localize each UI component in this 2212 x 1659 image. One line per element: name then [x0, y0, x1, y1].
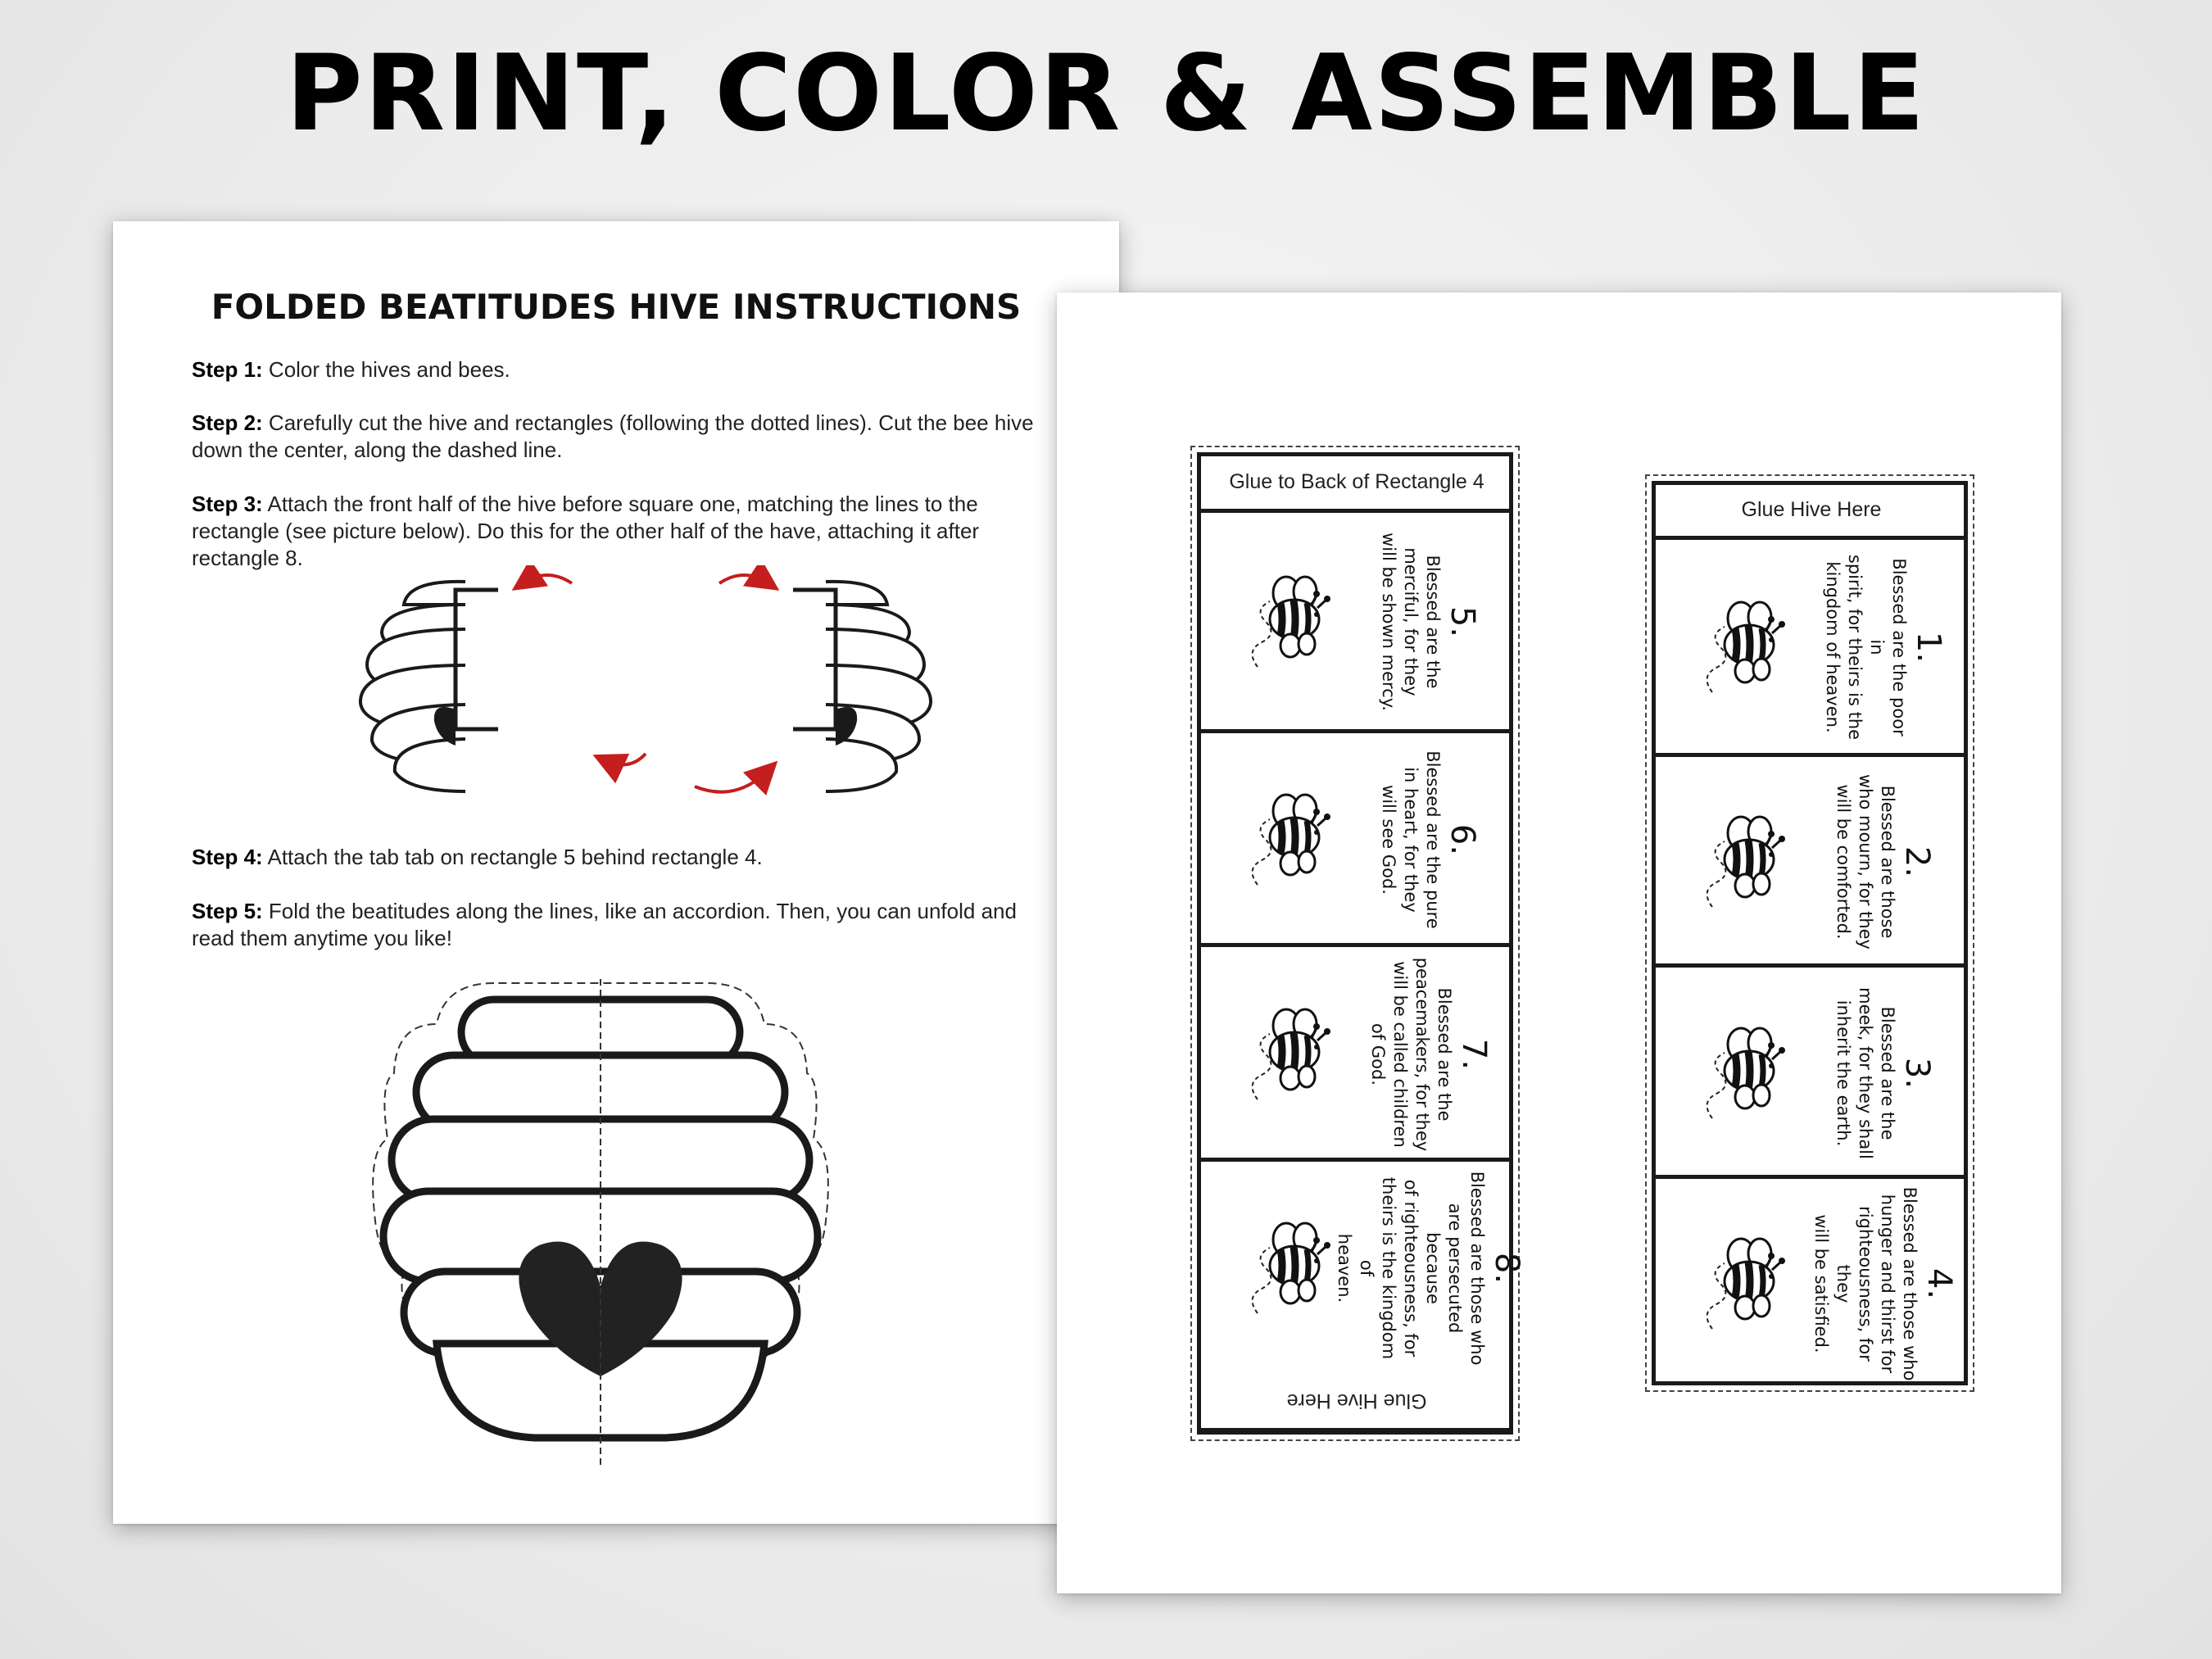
beatitude-number: 6.	[1444, 824, 1482, 856]
strip-1-4-cell-text	[1802, 1187, 1966, 1382]
strip-1-4-cell-text	[1802, 976, 1966, 1171]
beatitude-number: 5.	[1444, 605, 1482, 637]
strip-5-8-cell-text	[1348, 523, 1512, 721]
strip-5-8-top-label: Glue to Back of Rectangle 4	[1200, 456, 1513, 513]
beatitude-line: will be shown mercy.	[1379, 532, 1399, 711]
curved-arrow-icons	[523, 575, 768, 792]
instructions-title: FOLDED BEATITUDES HIVE INSTRUCTIONS	[211, 287, 1022, 327]
step-4-label: Step 4:	[192, 845, 263, 869]
beatitude-line: hunger and thirst for	[1878, 1194, 1898, 1374]
beatitude-number: 8.	[1488, 1253, 1526, 1285]
strip-1-4-cell-2	[1655, 753, 1968, 964]
beatitude-number: 3.	[1898, 1057, 1937, 1089]
strip-1-4-cell-4	[1655, 1175, 1968, 1386]
headline: PRINT, COLOR & ASSEMBLE	[285, 33, 1927, 155]
step-3-text: Attach the front half of the hive before square one, matching the lines to the rectangle (see picture below). Do this for the other half of the have, attaching it after rectangle 8.	[192, 492, 980, 570]
beatitude-line: Blessed are the poor in	[1867, 558, 1909, 737]
beatitude-line: of God.	[1368, 1022, 1388, 1086]
step-3-label: Step 3:	[192, 492, 263, 516]
step-5-text: Fold the beatitudes along the lines, like an accordion. Then, you can unfold and read them anytime you like!	[192, 899, 1017, 950]
beatitude-line: of righteousness, for	[1401, 1179, 1421, 1358]
step-2	[192, 410, 1060, 464]
left-hive-half-icon	[360, 582, 498, 791]
beehive-icon	[371, 975, 830, 1483]
strip-5-8-cell-8	[1200, 1158, 1526, 1372]
strip-1-4-cell-3	[1655, 963, 1968, 1175]
beatitude-line: will be called children	[1390, 960, 1410, 1148]
bee-icon	[1696, 1231, 1794, 1341]
beatitude-line: Blessed are the	[1878, 1006, 1898, 1140]
strips-sheet	[1057, 292, 2061, 1593]
beatitude-line: who mourn, for they	[1856, 774, 1876, 950]
strip-5-8-cell-text	[1348, 741, 1512, 940]
step-1-text: Color the hives and bees.	[262, 357, 510, 382]
beatitude-line: inherit the earth.	[1834, 999, 1854, 1147]
bee-icon	[1696, 1020, 1794, 1131]
strip-1-4-cell-text	[1802, 765, 1966, 960]
beatitude-line: in heart, for they	[1401, 767, 1421, 913]
strip-5-8-cell-text	[1335, 1170, 1526, 1368]
bee-icon	[1241, 569, 1339, 679]
beatitude-number: 7.	[1455, 1038, 1493, 1070]
bee-icon	[1696, 809, 1794, 919]
strip-5-8	[1190, 446, 1526, 1441]
strip-1-4-cells	[1655, 542, 1968, 1385]
strip-1-4	[1645, 474, 1974, 1392]
beatitude-line: Blessed are those who	[1467, 1171, 1488, 1366]
strip-1-4-top-label: Glue Hive Here	[1655, 484, 1968, 540]
strip-5-8-cells	[1200, 514, 1526, 1371]
beatitude-line: Blessed are the	[1423, 555, 1444, 689]
step-5	[192, 898, 1060, 952]
beatitude-line: kingdom of heaven.	[1823, 561, 1843, 733]
strip-5-8-cell-7	[1200, 943, 1513, 1158]
bee-icon	[1241, 1001, 1339, 1112]
beatitude-line: Blessed are the pure	[1423, 750, 1444, 929]
step-4-text: Attach the tab tab on rectangle 5 behind rectangle 4.	[262, 845, 763, 869]
beatitude-number: 2.	[1898, 846, 1937, 878]
step-2-text: Carefully cut the hive and rectangles (following the dotted lines). Cut the bee hive down the center, along the dashed line.	[192, 410, 1034, 462]
beatitude-line: merciful, for they	[1401, 547, 1421, 696]
strip-5-8-cell-text	[1348, 955, 1512, 1154]
bee-icon	[1696, 594, 1794, 705]
beatitude-line: peacemakers, for they	[1412, 957, 1432, 1152]
bee-icon	[1241, 1215, 1339, 1326]
step-4	[192, 844, 1060, 871]
beatitude-line: theirs is the kingdom of	[1357, 1177, 1399, 1360]
beatitude-line: heaven.	[1335, 1234, 1355, 1303]
instructions-sheet	[113, 221, 1119, 1524]
beatitude-line: spirit, for theirs is the	[1845, 554, 1865, 740]
beatitude-line: righteousness, for they	[1834, 1206, 1876, 1362]
split-hive-diagram	[359, 565, 932, 811]
step-3	[192, 491, 1060, 572]
step-5-label: Step 5:	[192, 899, 263, 923]
strip-5-8-cell-6	[1200, 729, 1513, 944]
beatitude-line: Blessed are those who	[1900, 1186, 1920, 1381]
strip-1-4-cell-1	[1655, 542, 1968, 753]
strip-5-8-bottom-label: Glue Hive Here	[1200, 1373, 1513, 1432]
beatitude-line: Blessed are the	[1435, 987, 1454, 1122]
step-1-label: Step 1:	[192, 357, 263, 382]
beatitude-line: Blessed are those	[1878, 785, 1898, 939]
beatitude-number: 1.	[1910, 631, 1947, 663]
beatitude-line: will be comforted.	[1834, 784, 1854, 940]
beatitude-number: 4.	[1920, 1268, 1959, 1300]
step-1	[192, 356, 1060, 383]
step-2-label: Step 2:	[192, 410, 263, 435]
beatitude-line: will see God.	[1379, 785, 1399, 895]
strip-5-8-cell-5	[1200, 514, 1513, 729]
strip-1-4-cell-text	[1802, 550, 1966, 745]
beatitude-line: meek, for they shall	[1856, 986, 1876, 1159]
beatitude-line: will be satisfied.	[1811, 1214, 1832, 1353]
bee-icon	[1241, 786, 1339, 897]
right-hive-half-icon	[793, 582, 931, 791]
beatitude-line: are persecuted because	[1423, 1203, 1466, 1334]
